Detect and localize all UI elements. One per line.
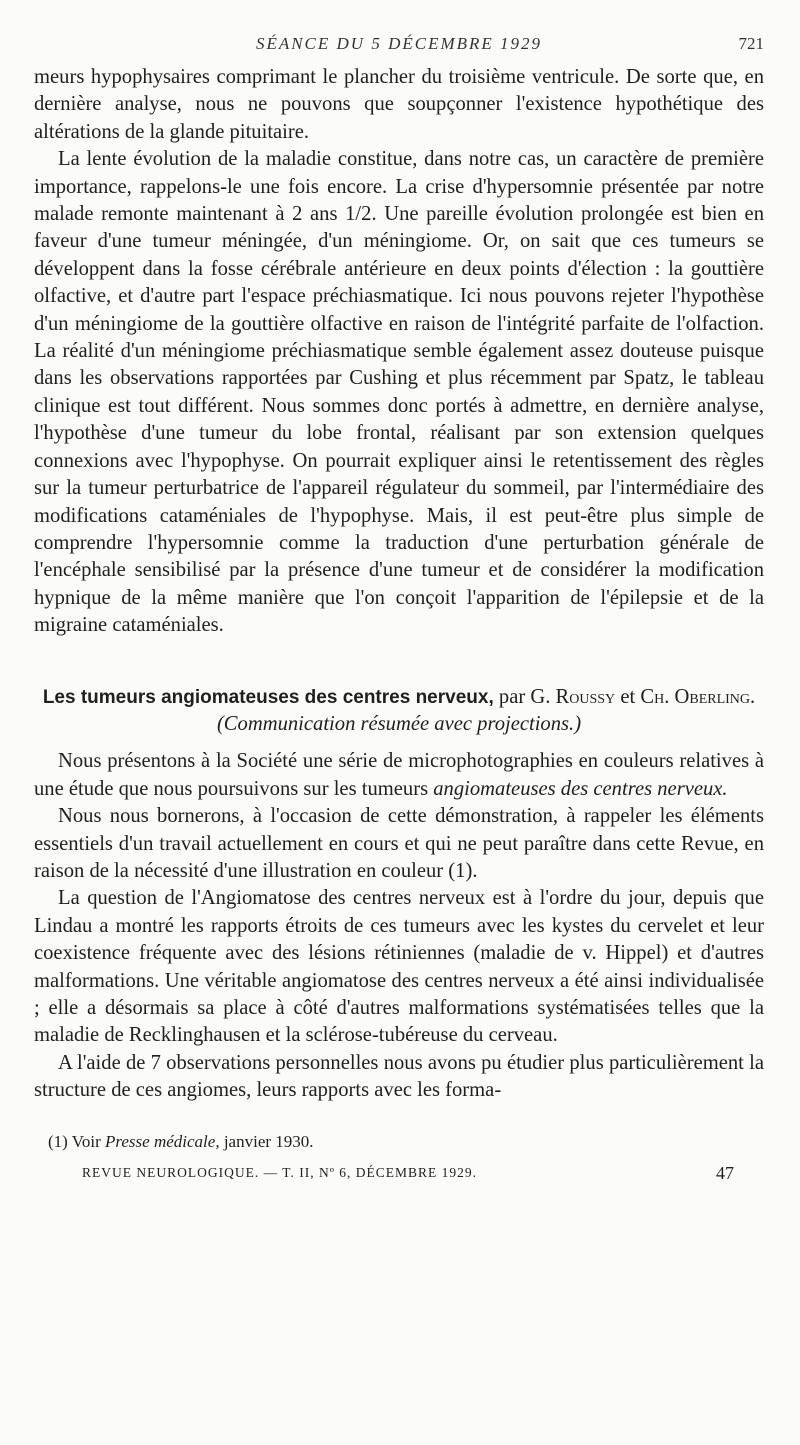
- running-head: [34, 30, 764, 64]
- running-title: SÉANCE DU 5 DÉCEMBRE 1929: [255, 34, 543, 53]
- paragraph-nous-presentons: [34, 748, 764, 803]
- article-title: [34, 684, 764, 739]
- page-footer: [34, 1161, 764, 1191]
- footnote: [48, 1131, 764, 1153]
- article-author-2: Ch. Oberling.: [640, 685, 756, 708]
- footnote-tail: janvier 1930.: [223, 1131, 314, 1151]
- footer-journal: REVUE NEUROLOGIQUE. — T. II, Nº 6, DÉCEMBRE 1929.: [82, 1164, 478, 1180]
- paragraph-lente-evolution: La lente évolution de la maladie constitue, dans notre cas, un caractère de première importance, rappelons-le une fois encore. La crise d'hypersomnie présentée par notre malade remonte maintenant à 2 ans 1/2. Une pareille évolution prolongée est bien en faveur d'une tumeur méningée, d'un méningiome. Or, on sait que ces tumeurs se développent dans la fosse cérébrale antérieure en deux points d'élection : la gouttière olfactive, et d'autre part l'espace préchiasmatique. Ici nous pouvons rejeter l'hypothèse d'un méningiome de la gouttière olfactive en raison de l'intégrité parfaite de l'olfaction. La réalité d'un méningiome préchiasmatique semble également assez douteuse puisque dans les observations rapportées par Cushing et plus récemment par Spatz, le tableau clinique est tout différent. Nous sommes donc portés à admettre, en dernière analyse, l'hypothèse d'une tumeur du lobe frontal, réalisant par son extension quelques connexions avec l'hypophyse. On pourrait expliquer ainsi le retentissement des règles sur la tumeur perturbatrice de l'appareil régulateur du sommeil, par l'intermédiaire des modifications cataméniales de l'hypophyse. Mais, il est peut-être plus simple de comprendre l'hypersomnie comme la traduction d'une perturbation générale de l'encéphale sensibilisé par la présence d'une tumeur et de considérer la modification hypnique de la même manière que l'on conçoit l'apparition de l'épilepsie et de la migraine cataméniales.: [34, 148, 764, 637]
- paragraph-continuation: meurs hypophysaires comprimant le plancher du troisième ventricule. De sorte que, en dernière analyse, nous ne pouvons que soupçonner l'existence hypothétique des altérations de la glande pituitaire.: [34, 66, 764, 143]
- paragraph-angiomatose: La question de l'Angiomatose des centres nerveux est à l'ordre du jour, depuis que Lindau a montré les rapports étroits de ces tumeurs avec les kystes du cervelet et leur coexistence fréquente avec des lésions rétiniennes (maladie de v. Hippel) et d'autres malformations. Une véritable angiomatose des centres nerveux a été ainsi individualisée ; elle a désormais sa place à côté d'autres malformations systématisées telles que la maladie de Recklinghausen et la sclérose-tubéreuse du cerveau.: [34, 887, 764, 1047]
- article-by: par: [498, 685, 526, 708]
- footer-signature: 47: [716, 1162, 734, 1183]
- footnote-separator: [34, 1105, 764, 1131]
- paragraph-nous-bornerons: Nous nous bornerons, à l'occasion de cette démonstration, à rappeler les éléments essentiels d'un travail actuellement en cours et qui ne peut paraître dans cette Revue, en raison de la nécessité d'une illustration en couleur (1).: [34, 805, 764, 882]
- footnote-lead: Voir: [71, 1131, 101, 1151]
- paragraph-observations: A l'aide de 7 observations personnelles nous avons pu étudier plus particulièrement la structure de ces angiomes, leurs rapports avec les forma-: [34, 1051, 764, 1102]
- article-note: (Communication résumée avec projections.): [216, 712, 582, 735]
- paragraph-nous-presentons-italic: angiomateuses des centres nerveux.: [433, 777, 728, 800]
- article-title-text: Les tumeurs angiomateuses des centres nerveux,: [42, 686, 494, 708]
- footnote-italic: Presse médicale,: [105, 1131, 220, 1151]
- page-number: 721: [738, 34, 764, 53]
- footnote-mark: (1): [48, 1131, 68, 1151]
- article-and: et: [620, 685, 636, 708]
- paragraph-nous-presentons-lead: Nous présentons à la Société une série de microphotographies en couleurs relatives à une étude que nous poursuivons sur les tumeurs: [34, 750, 764, 800]
- section-gap: [34, 640, 764, 684]
- article-author-1: G. Roussy: [530, 685, 616, 708]
